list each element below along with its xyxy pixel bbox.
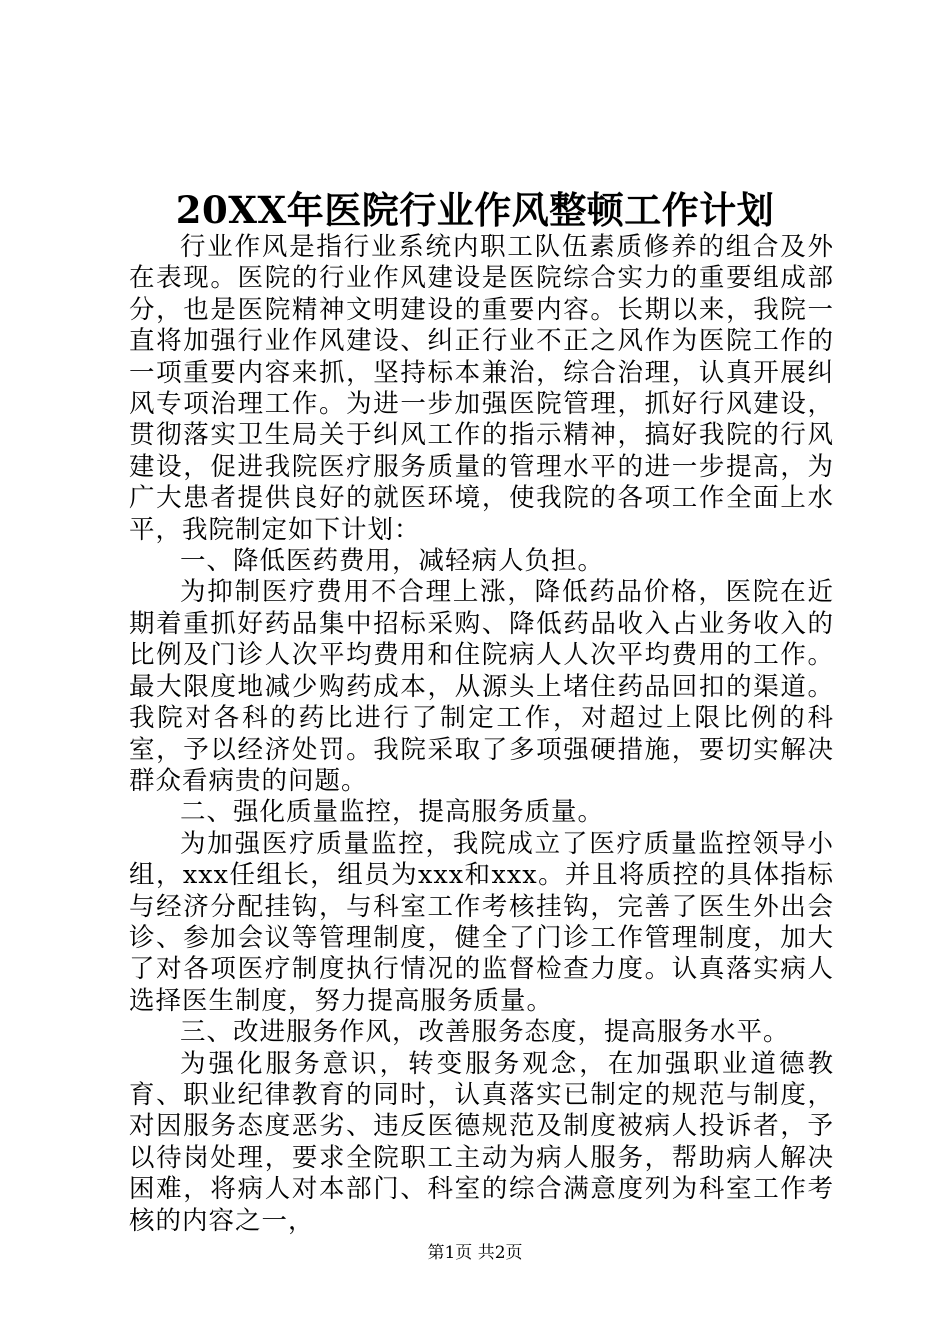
page-number-footer: 第1页 共2页	[427, 1243, 523, 1263]
paragraph-section-2: 为加强医疗质量监控，我院成立了医疗质量监控领导小组，xxx任组长，组员为xxx和xxx。并且将质控的具体指标与经济分配挂钩，与科室工作考核挂钩，完善了医生外出会诊、参加会议等管理制度，健全了门诊工作管理制度，加大了对各项医疗制度执行情况的监督检查力度。认真落实病人选择医生制度，努力提高服务质量。	[129, 828, 834, 1016]
section-heading-1: 一、降低医药费用，减轻病人负担。	[180, 546, 605, 577]
paragraph-intro: 行业作风是指行业系统内职工队伍素质修养的组合及外在表现。医院的行业作风建设是医院综合实力的重要组成部分，也是医院精神文明建设的重要内容。长期以来，我院一直将加强行业作风建设、纠正行业不正之风作为医院工作的一项重要内容来抓，坚持标本兼治，综合治理，认真开展纠风专项治理工作。为进一步加强医院管理，抓好行风建设，贯彻落实卫生局关于纠风工作的指示精神，搞好我院的行风建设，促进我院医疗服务质量的管理水平的进一步提高，为广大患者提供良好的就医环境，使我院的各项工作全面上水平，我院制定如下计划：	[129, 232, 834, 545]
document-body	[129, 232, 834, 1237]
section-heading-2: 二、强化质量监控，提高服务质量。	[180, 797, 605, 828]
section-heading-3: 三、改进服务作风，改善服务态度，提高服务水平。	[180, 1017, 790, 1048]
paragraph-section-3: 为强化服务意识，转变服务观念，在加强职业道德教育、职业纪律教育的同时，认真落实已制定的规范与制度，对因服务态度恶劣、违反医德规范及制度被病人投诉者，予以待岗处理，要求全院职工主动为病人服务，帮助病人解决困难，将病人对本部门、科室的综合满意度列为科室工作考核的内容之一，	[129, 1048, 834, 1236]
document-title: 20XX年医院行业作风整顿工作计划	[175, 188, 775, 232]
paragraph-section-1: 为抑制医疗费用不合理上涨，降低药品价格，医院在近期着重抓好药品集中招标采购、降低药品收入占业务收入的比例及门诊人次平均费用和住院病人人次平均费用的工作。最大限度地减少购药成本，从源头上堵住药品回扣的渠道。我院对各科的药比进行了制定工作，对超过上限比例的科室，予以经济处罚。我院采取了多项强硬措施，要切实解决群众看病贵的问题。	[129, 577, 834, 796]
